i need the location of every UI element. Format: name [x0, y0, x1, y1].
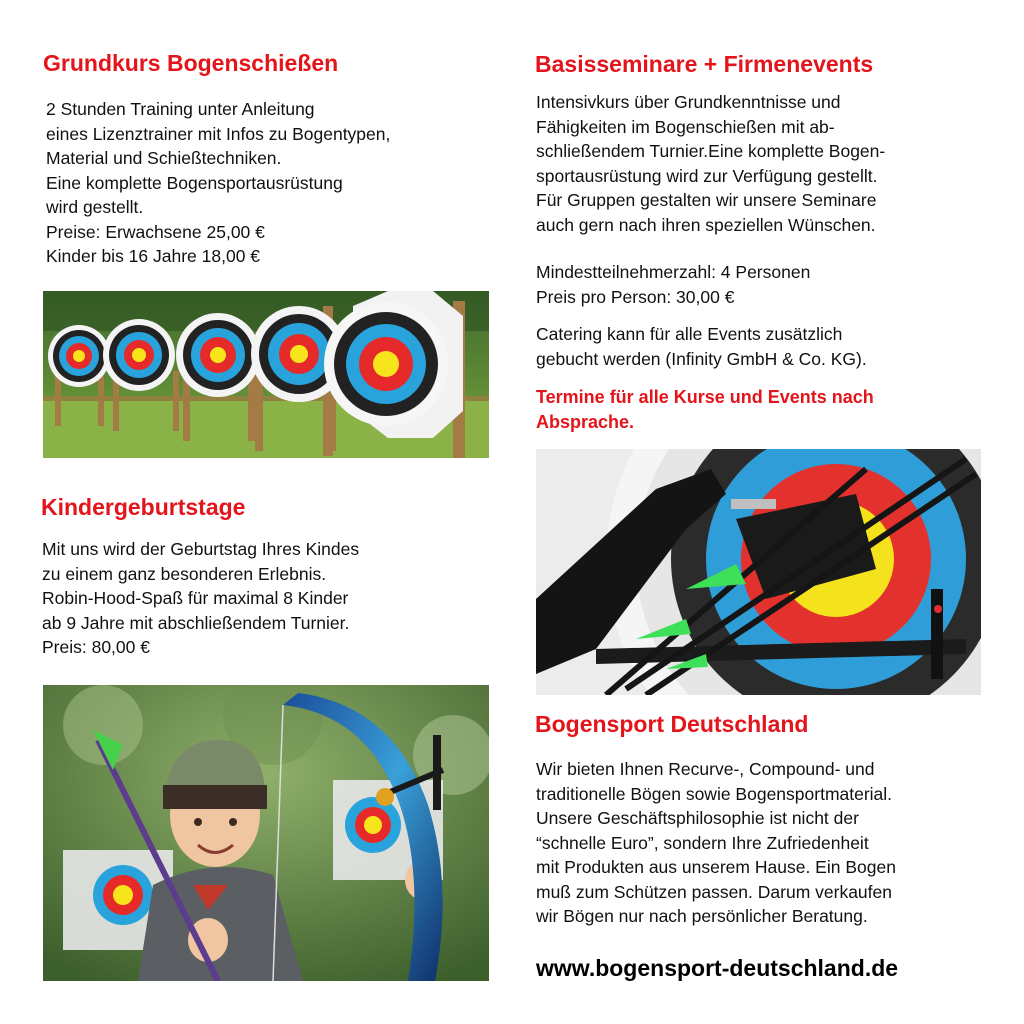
- basisseminare-text: [536, 90, 885, 237]
- bogensport-line: “schnelle Euro”, sondern Ihre Zufriedenheit: [536, 832, 869, 853]
- basisseminare-line: Intensivkurs über Grundkenntnisse und: [536, 92, 841, 112]
- min-participants-line: Mindestteilnehmerzahl: 4 Personen: [536, 262, 811, 282]
- heading-grundkurs: Grundkurs Bogenschießen: [43, 50, 339, 76]
- bogensport-line: wir Bögen nur nach persönlicher Beratung.: [536, 906, 868, 926]
- price-per-person-line: Preis pro Person: 30,00 €: [536, 286, 735, 307]
- grundkurs-line: Eine komplette Bogensportausrüstung: [46, 172, 343, 193]
- bogensport-line: Unsere Geschäftsphilosophie ist nicht der: [536, 808, 859, 828]
- heading-basisseminare: Basisseminare + Firmenevents: [535, 51, 874, 77]
- termine-line: Absprache.: [536, 411, 635, 432]
- heading-bogensport: Bogensport Deutschland: [535, 711, 809, 737]
- catering-text: [536, 322, 867, 371]
- basisseminare-line: sportausrüstung wird zur Verfügung gestellt.: [536, 165, 878, 186]
- catering-line: Catering kann für alle Events zusätzlich: [536, 324, 843, 344]
- grundkurs-price-adult: Preise: Erwachsene 25,00 €: [46, 221, 265, 242]
- basisseminare-line: Fähigkeiten im Bogenschießen mit ab-: [536, 116, 835, 137]
- website-url[interactable]: www.bogensport-deutschland.de: [536, 955, 899, 981]
- bogensport-line: mit Produkten aus unserem Hause. Ein Bogen: [536, 857, 896, 877]
- catering-line: gebucht werden (Infinity GmbH & Co. KG).: [536, 348, 867, 369]
- child-archer-photo: [43, 685, 489, 981]
- heading-kindergeburtstage: Kindergeburtstage: [41, 494, 246, 520]
- bogensport-line: Wir bieten Ihnen Recurve-, Compound- und: [536, 759, 875, 779]
- bogensport-text: [536, 757, 896, 929]
- grundkurs-line: 2 Stunden Training unter Anleitung: [46, 99, 315, 119]
- kindergeburtstage-line: Mit uns wird der Geburtstag Ihres Kindes: [42, 539, 360, 559]
- grundkurs-price-child: Kinder bis 16 Jahre 18,00 €: [46, 246, 261, 266]
- termine-notice: [536, 385, 874, 434]
- basisseminare-min-participants: [536, 260, 810, 309]
- kindergeburtstage-text: [42, 537, 359, 660]
- basisseminare-line: auch gern nach ihren speziellen Wünschen.: [536, 214, 876, 235]
- termine-line: Termine für alle Kurse und Events nach: [536, 387, 874, 407]
- bogensport-line: muß zum Schützen passen. Darum verkaufen: [536, 881, 892, 902]
- grundkurs-text: [46, 97, 390, 269]
- compound-bow-photo: [536, 449, 981, 695]
- grundkurs-line: eines Lizenztrainer mit Infos zu Bogentypen,: [46, 123, 391, 144]
- targets-photo: [43, 291, 489, 458]
- basisseminare-line: schließendem Turnier.Eine komplette Bogen-: [536, 141, 886, 161]
- grundkurs-line: wird gestellt.: [46, 197, 144, 217]
- grundkurs-line: Material und Schießtechniken.: [46, 148, 282, 168]
- kindergeburtstage-line: Robin-Hood-Spaß für maximal 8 Kinder: [42, 588, 349, 608]
- kindergeburtstage-price: Preis: 80,00 €: [42, 637, 150, 657]
- bogensport-line: traditionelle Bögen sowie Bogensportmaterial.: [536, 783, 893, 804]
- kindergeburtstage-line: zu einem ganz besonderen Erlebnis.: [42, 563, 327, 584]
- kindergeburtstage-line: ab 9 Jahre mit abschließendem Turnier.: [42, 612, 350, 633]
- basisseminare-line: Für Gruppen gestalten wir unsere Seminare: [536, 190, 877, 210]
